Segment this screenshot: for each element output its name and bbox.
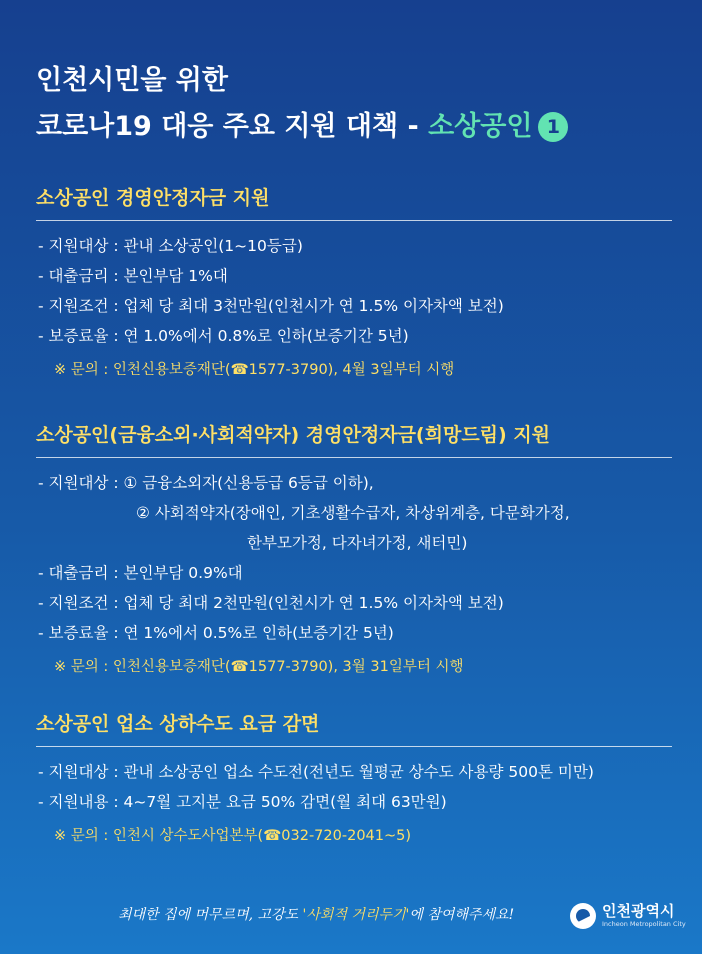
- section-management-fund: [36, 183, 672, 385]
- list-item-continuation: ② 사회적약자(장애인, 기초생활수급자, 차상위계층, 다문화가정,: [136, 504, 570, 522]
- list-item-continuation: 한부모가정, 다자녀가정, 새터민): [247, 534, 468, 552]
- list-item: - 대출금리 : 본인부담 0.9%대: [38, 564, 243, 582]
- incheon-logo: [570, 903, 686, 929]
- list-item: - 보증료율 : 연 1%에서 0.5%로 인하(보증기간 5년): [38, 624, 394, 642]
- list-item: - 지원대상 : 관내 소상공인 업소 수도전(전년도 월평균 상수도 사용량 500톤 미만): [38, 763, 594, 781]
- list-item: - 지원조건 : 업체 당 최대 2천만원(인천시가 연 1.5% 이자차액 보전): [38, 594, 504, 612]
- inquiry-note: ※ 문의 : 인천신용보증재단(☎1577-3790), 4월 3일부터 시행: [54, 362, 455, 378]
- title-main-text: 코로나19 대응 주요 지원 대책 -: [36, 111, 429, 142]
- section-body: [36, 458, 672, 682]
- section-body: [36, 747, 672, 851]
- list-item: - 보증료율 : 연 1.0%에서 0.8%로 인하(보증기간 5년): [38, 327, 409, 345]
- footer-message: [118, 904, 514, 924]
- footer-msg-after: 에 참여해주세요!: [409, 907, 515, 923]
- title-line-2: [36, 104, 568, 150]
- section-heading: 소상공인(금융소외·사회적약자) 경영안정자금(희망드림) 지원: [36, 420, 672, 458]
- section-body: [36, 221, 672, 385]
- list-item: - 지원대상 : 관내 소상공인(1~10등급): [38, 237, 303, 255]
- title-number-badge: 1: [538, 112, 568, 142]
- logo-english-name: Incheon Metropolitan City: [602, 920, 686, 928]
- footer-msg-before: 최대한 집에 머무르며, 고강도: [118, 907, 303, 923]
- title-line-1: 인천시민을 위한: [36, 65, 228, 96]
- section-heading: 소상공인 경영안정자금 지원: [36, 183, 672, 221]
- list-item: - 대출금리 : 본인부담 1%대: [38, 267, 228, 285]
- footer-msg-highlight: '사회적 거리두기': [302, 907, 410, 923]
- list-item: - 지원조건 : 업체 당 최대 3천만원(인천시가 연 1.5% 이자차액 보전): [38, 297, 504, 315]
- logo-korean-name: 인천광역시: [602, 902, 675, 920]
- inquiry-note: ※ 문의 : 인천시 상수도사업본부(☎032-720-2041~5): [54, 828, 412, 844]
- list-item: - 지원내용 : 4~7월 고지분 요금 50% 감면(월 최대 63만원): [38, 793, 447, 811]
- incheon-emblem-icon: [570, 903, 596, 929]
- page-title: [36, 58, 568, 150]
- title-accent-text: 소상공인: [428, 111, 533, 142]
- list-item: - 지원대상 : ① 금융소외자(신용등급 6등급 이하),: [38, 474, 374, 492]
- section-hope-dream-fund: [36, 420, 672, 682]
- section-water-fee: [36, 709, 672, 851]
- section-heading: 소상공인 업소 상하수도 요금 감면: [36, 709, 672, 747]
- logo-text: [602, 903, 686, 929]
- inquiry-note: ※ 문의 : 인천신용보증재단(☎1577-3790), 3월 31일부터 시행: [54, 659, 464, 675]
